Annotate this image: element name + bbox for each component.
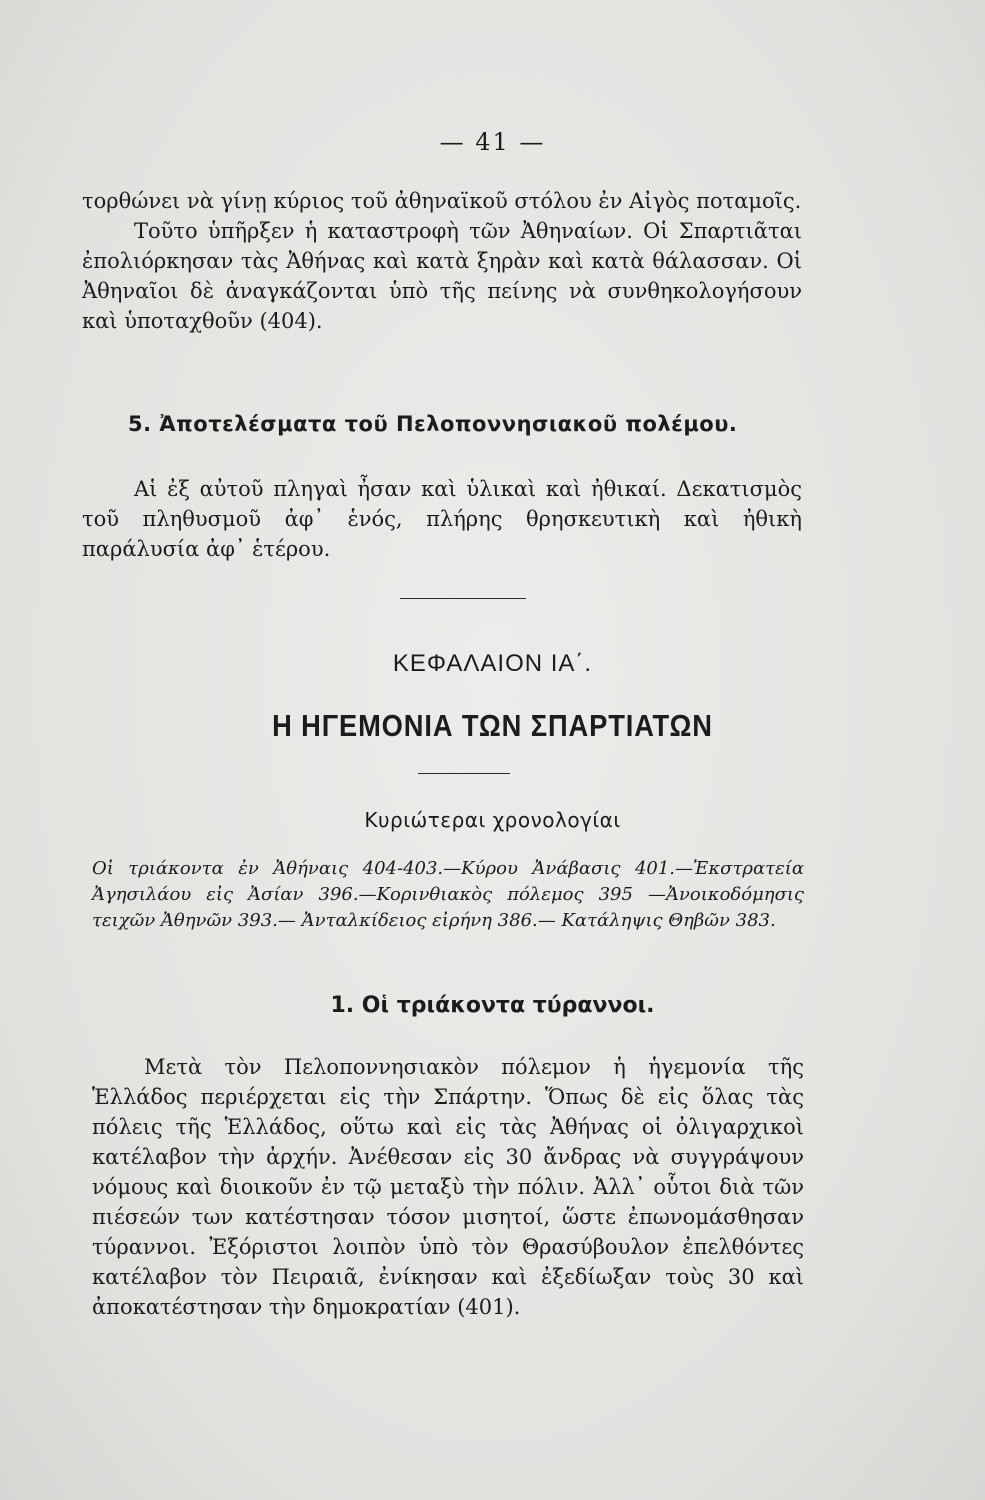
section-5-heading: 5. Ἀποτελέσματα τοῦ Πελοποννησιακοῦ πολέμου. [128,412,738,436]
chronology-heading: Κυριώτεραι χρονολογίαι [364,808,621,832]
page-number: — 41 — [439,128,546,156]
intro-text [82,186,802,336]
section-1-body: Μετὰ τὸν Πελοποννησιακὸν πόλεμον ἡ ἡγεμονία τῆς Ἑλλάδος περιέρχεται εἰς τὴν Σπάρτην. Ὅπως δὲ εἰς ὅλας τὰς πόλεις τῆς Ἑλλάδος, οὕτω καὶ εἰς τὰς Ἀθήνας οἱ ὀλιγαρχικοὶ κατέλαβον τὴν ἀρχήν. Ἀνέθεσαν εἰς 30 ἄνδρας νὰ συγγράψουν νόμους καὶ διοικοῦν ἐν τῷ μεταξὺ τὴν πόλιν. Ἀλλ᾽ οὗτοι διὰ τῶν πιέσεών των κατέστησαν τόσον μισητοί, ὥστε ἐπωνομάσθησαν τύραννοι. Ἐξόριστοι λοιπὸν ὑπὸ τὸν Θρασύβουλον ἐπελθόντες κατέλαβον τὸν Πειραιᾶ, ἐνίκησαν καὶ ἐξεδίωξαν τοὺς 30 καὶ ἀποκατέστησαν τὴν δημοκρατίαν (401). [92,1055,804,1319]
section-1-heading: 1. Οἱ τριάκοντα τύραννοι. [330,993,655,1018]
chapter-title: Η ΗΓΕΜΟΝΙΑ ΤΩΝ ΣΠΑΡΤΙΑΤΩΝ [272,708,713,743]
intro-paragraph-2: Τοῦτο ὑπῆρξεν ἡ καταστροφὴ τῶν Ἀθηναίων. Οἱ Σπαρτιᾶται ἐπολιόρκησαν τὰς Ἀθήνας καὶ κατὰ ξηρὰν καὶ κατὰ θάλασσαν. Οἱ Ἀθηναῖοι δὲ ἀναγκάζονται ὑπὸ τῆς πείνης νὰ συνθηκολογήσουν καὶ ὑποταχθοῦν (404). [82,219,802,333]
intro-paragraph-1: τορθώνει νὰ γίνῃ κύριος τοῦ ἀθηναϊκοῦ στόλου ἐν Αἰγὸς ποταμοῖς. [82,189,802,213]
divider-rule-1 [400,598,526,599]
chapter-label: ΚΕΦΑΛΑΙΟΝ ΙΑ΄. [392,650,593,677]
section-1-body-block [92,1052,804,1322]
chronology-list: Οἱ τριάκοντα ἐν Ἀθήναις 404-403.—Κύρου Ἀνάβασις 401.—Ἐκστρατεία Ἀγησιλάου εἰς Ἀσίαν 396.—Κορινθιακὸς πόλεμος 395 —Ἀνοικοδόμησις τειχῶν Ἀθηνῶν 393.— Ἀνταλκίδειος εἰρήνη 386.— Κατάληψις Θηβῶν 383. [92,858,804,931]
divider-rule-2 [418,773,510,774]
section-5-body: Αἱ ἐξ αὐτοῦ πληγαὶ ἦσαν καὶ ὑλικαὶ καὶ ἠθικαί. Δεκατισμὸς τοῦ πληθυσμοῦ ἀφ᾽ ἑνός, πλήρης θρησκευτικὴ καὶ ἠθικὴ παράλυσία ἀφ᾽ ἑτέρου. [82,477,802,561]
section-5-body-block [82,474,802,564]
